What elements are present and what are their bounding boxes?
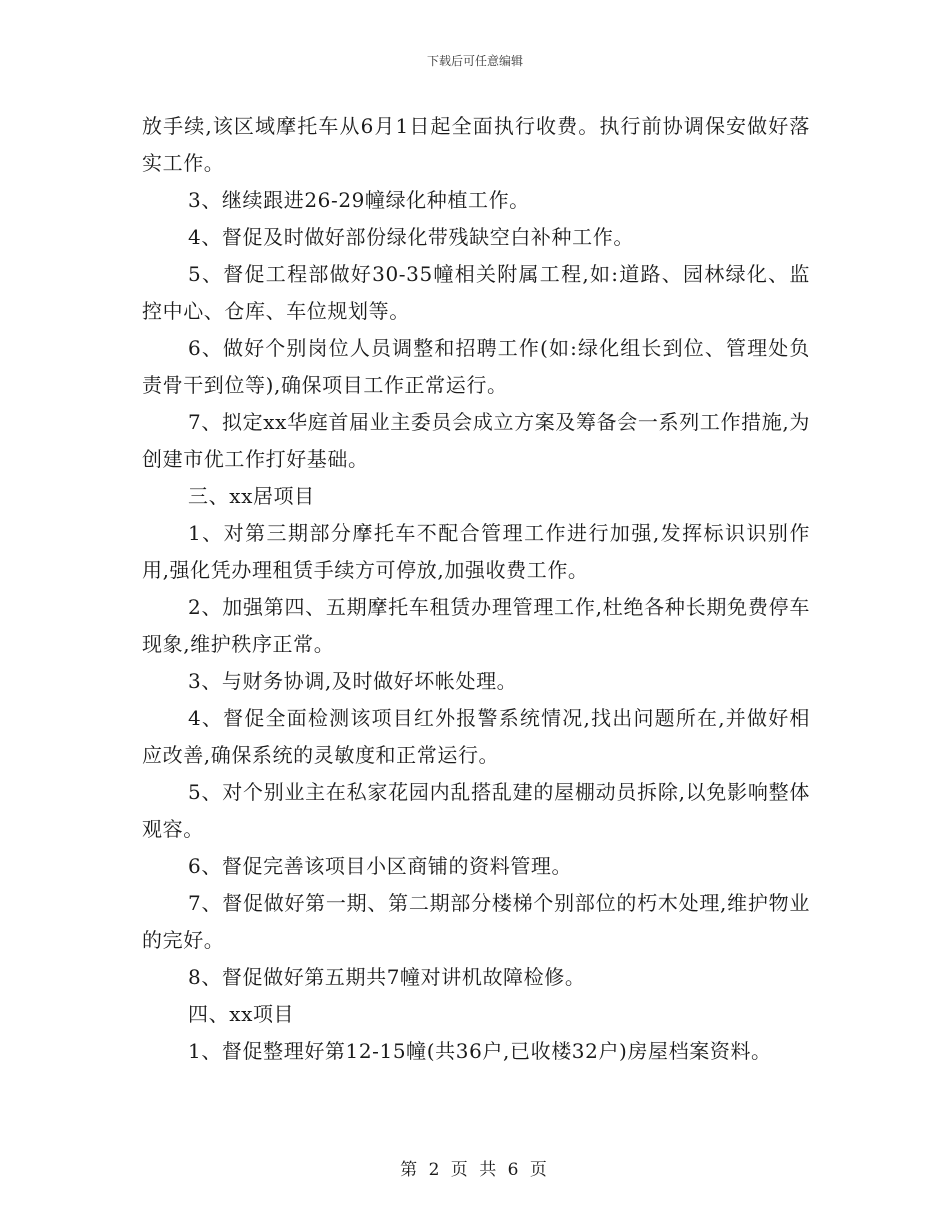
- paragraph-4: 5、督促工程部做好30-35幢相关附属工程,如:道路、园林绿化、监控中心、仓库、车位规划等。: [142, 262, 810, 323]
- page-footer: 第 2 页 共 6 页: [400, 1160, 550, 1180]
- paragraph-17: 1、督促整理好第12-15幢(共36户,已收楼32户)房屋档案资料。: [188, 1039, 772, 1063]
- paragraph-14: 7、督促做好第一期、第二期部分楼梯个别部位的朽木处理,维护物业的完好。: [142, 891, 810, 952]
- paragraph-11: 4、督促全面检测该项目红外报警系统情况,找出问题所在,并做好相应改善,确保系统的灵敏度和正常运行。: [142, 706, 810, 767]
- paragraph-8: 1、对第三期部分摩托车不配合管理工作进行加强,发挥标识识别作用,强化凭办理租赁手续方可停放,加强收费工作。: [142, 521, 810, 582]
- section-heading-3: 三、xx居项目: [188, 484, 315, 508]
- paragraph-13: 6、督促完善该项目小区商铺的资料管理。: [188, 854, 573, 878]
- paragraph-15: 8、督促做好第五期共7幢对讲机故障检修。: [188, 965, 586, 989]
- paragraph-3: 4、督促及时做好部份绿化带残缺空白补种工作。: [188, 225, 634, 249]
- page-header: 下载后可任意编辑: [426, 54, 523, 68]
- paragraph-6: 7、拟定xx华庭首届业主委员会成立方案及筹备会一系列工作措施,为创建市优工作打好基础。: [142, 410, 810, 471]
- paragraph-9: 2、加强第四、五期摩托车租赁办理管理工作,杜绝各种长期免费停车现象,维护秩序正常。: [142, 595, 810, 656]
- paragraph-12: 5、对个别业主在私家花园内乱搭乱建的屋棚动员拆除,以免影响整体观容。: [142, 780, 810, 841]
- document-body: [142, 108, 810, 1070]
- paragraph-10: 3、与财务协调,及时做好坏帐处理。: [188, 669, 518, 693]
- paragraph-1: 放手续,该区域摩托车从6月1日起全面执行收费。执行前协调保安做好落实工作。: [142, 114, 810, 175]
- section-heading-4: 四、xx项目: [188, 1002, 295, 1026]
- paragraph-2: 3、继续跟进26-29幢绿化种植工作。: [188, 188, 530, 212]
- paragraph-5: 6、做好个别岗位人员调整和招聘工作(如:绿化组长到位、管理处负责骨干到位等),确保项目工作正常运行。: [142, 336, 810, 397]
